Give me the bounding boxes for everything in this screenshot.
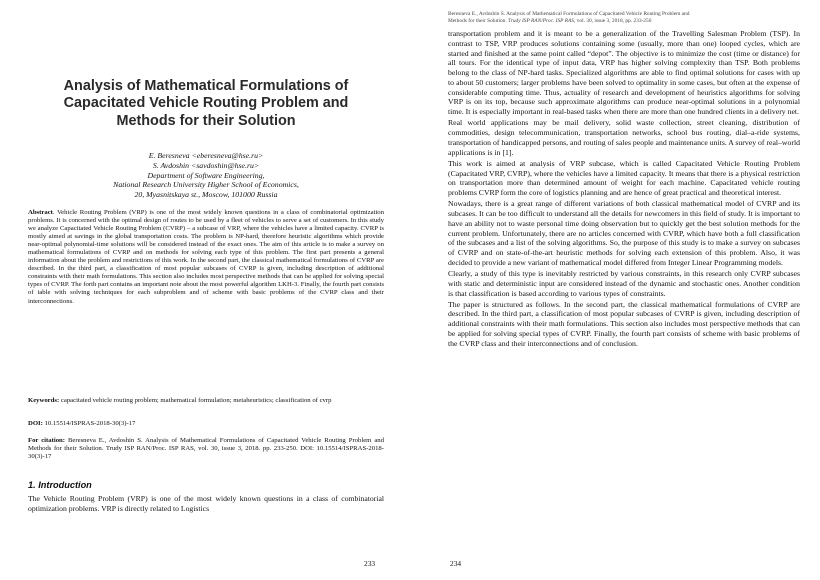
running-header-journal: Trudy ISP RAN/Proc. ISP RAS — [508, 17, 574, 24]
introduction-paragraph: The Vehicle Routing Problem (VRP) is one of the most widely known questions in a class of combinatorial optimization problems. VRP is directly related to Logistics — [28, 494, 384, 513]
affiliation-line: National Research University Higher School of Economics, — [113, 180, 299, 190]
paper-title: Analysis of Mathematical Formulations of Capacitated Vehicle Routing Problem and Methods for their Solution — [63, 78, 349, 129]
doi — [28, 420, 384, 428]
citation-text: Beresneva E., Avdoshin S. Analysis of Mathematical Formulations of Capacitated Vehicle Routing Problem and Methods for their Solution. Trudy ISP RAN/Proc. ISP RAS, vol. 30, issue 3, 2018. pp. 233-250. DOI: 10.15514/ISPRAS-2018-30(3)-17 — [28, 437, 384, 461]
citation-label: For citation: — [28, 437, 65, 444]
right-page — [410, 0, 820, 580]
body-paragraph: Nowadays, there is a great range of different variations of both classical mathematical model of CVRP and its subcases. It can be too difficult to understand all the details for newcomers in this field of study. It is important to have an ability not to waste personal time doing observation but to quickly get the best solution methods for the current problem. Unfortunately, there are no articles concerned with CVRP, which have both a full classification of the subcases and a list of the solving algorithms. So, the purpose of this study is to make a survey on subcases of CVRP and on state-of-the-art heuristic methods for solving each extension of this problem. Also, it was decided to provide a new variant of mathematical model differed from Integer Linear Programming models. — [448, 199, 800, 267]
author-line: E. Beresneva <eberesneva@hse.ru> — [148, 151, 264, 160]
page-number-left: 233 — [364, 559, 376, 568]
running-header-line2-prefix: Methods for their Solution. — [448, 17, 509, 24]
author-line: S. Avdoshin <savdoshin@hse.ru> — [152, 160, 260, 170]
abstract — [28, 209, 384, 306]
citation — [28, 437, 384, 461]
affiliation-line: Department of Software Engineering, — [147, 170, 265, 180]
page-number-right: 234 — [450, 559, 462, 568]
abstract-label: Abstract — [28, 209, 53, 216]
doi-text: 10.15514/ISPRAS-2018-30(3)-17 — [42, 420, 136, 427]
body-paragraph: transportation problem and it is meant to be a generalization of the Travelling Salesman Problem (TSP). In contrast to TSP, VRP produces solutions containing some (usually, more than one) looped cycles, which are started and finished at the same point called “depot”. The objective is to minimize the cost (time or distance) for all tours. For the identical type of input data, VRP has higher solving complexity than TSP. Both problems belong to the class of NP-hard tasks. Specialized algorithms are able to find optimal solutions for cases with up to about 50 customers; larger problems have been solved to optimality in some cases, but often at the expense of considerable computing time. Thus, actuality of research and development of heuristics algorithms for solving VRP is on its top, because such approximate algorithms can produce near-optimal solutions in a polynomial time. It is especially important in real-based tasks when there are more than one hundred clients in a delivery net. — [448, 29, 800, 117]
keywords-text: capacitated vehicle routing problem; mathematical formulation; metaheuristics; classification of cvrp — [59, 397, 332, 404]
section-heading-introduction: 1. Introduction — [28, 480, 92, 490]
body-paragraph: The paper is structured as follows. In the second part, the classical mathematical formulations of CVRP are described. In the third part, a classification of most popular subcases of CVRP is given, including description of additional constraints with their math formulations. This section also includes most perspective methods that can be applied for solving special types of CVRP. Finally, the fourth part consists of scheme with basic problems of the CVRP class and their interconnections and of conclusion. — [448, 299, 800, 348]
running-header-line2-suffix: , vol. 30, issue 3, 2018, pp. 233-250 — [573, 17, 652, 24]
abstract-text: . Vehicle Routing Problem (VRP) is one of the most widely known questions in a class of combinatorial optimization problems. It is concerned with the optimal design of routes to be used by a fleet of vehicles to serve a set of customers. In this study we analyze Capacitated Vehicle Routing Problem (CVRP) – a subcase of VRP, where the vehicles have a limited capacity. CVRP is mostly aimed at savings in the global transportation costs. The problem is NP-hard, therefore heuristic algorithms which provide near-optimal polynomial-time solutions will be considered instead of the exact ones. The aim of this article is to make a survey on mathematical formulations of CVRP and on methods for solving each type of this problem. The first part presents a general information about the problem and restrictions of this work. In the second part, the classical mathematical formulations of CVRP are described. In the third part, a classification of most popular subcases of CVRP is given, including description of additional constraints with their math formulations. This section also includes most perspective methods that can be applied for solving special types of CVRP. The forth part contains an important note about the most powerful algorithm LKH-3. Finally, the fourth part consists of table with solving techniques for each subproblem and of scheme with basic problems of the CVRP class and their interconnections. — [28, 209, 384, 305]
body-text — [448, 29, 800, 350]
keywords — [28, 397, 384, 405]
affiliation-line: 20, Myasnitskaya st., Moscow, 101000 Russia — [134, 190, 278, 200]
body-paragraph: Clearly, a study of this type is inevitably restricted by various constraints, in this research only CVRP subcases with static and deterministic input are considered instead of the dynamic and stochastic ones. Another condition is that classification is based according to various types of constraints. — [448, 268, 800, 298]
keywords-label: Keywords: — [28, 397, 60, 404]
running-header — [448, 11, 800, 24]
body-paragraph: Real world applications may be mail delivery, solid waste collection, street cleaning, distribution of commodities, design telecommunication, transportation networks, school bus routing, dial–a-ride systems, transportation of handicapped persons, and routing of sales people and maintenance units. A survey of real–world applications is in [1]. — [448, 118, 800, 157]
running-header-line1: Beresneva E., Avdoshin S. Analysis of Mathematical Formulations of Capacitated Vehicle Routing Problem and — [448, 11, 690, 17]
author-block — [40, 151, 372, 200]
doi-label: DOI: — [28, 420, 43, 427]
body-paragraph: This work is aimed at analysis of VRP subcase, which is called Capacitated Vehicle Routing Problem (Capacitated VRP, CVRP), where the vehicles have a limited capacity. It means that there is a physical restriction on transportation more than determined amount of weight for each machine. Capacitated vehicle routing problems CVRP form the core of logistics planning and are hence of great practical and theoretical interest. — [448, 158, 800, 198]
